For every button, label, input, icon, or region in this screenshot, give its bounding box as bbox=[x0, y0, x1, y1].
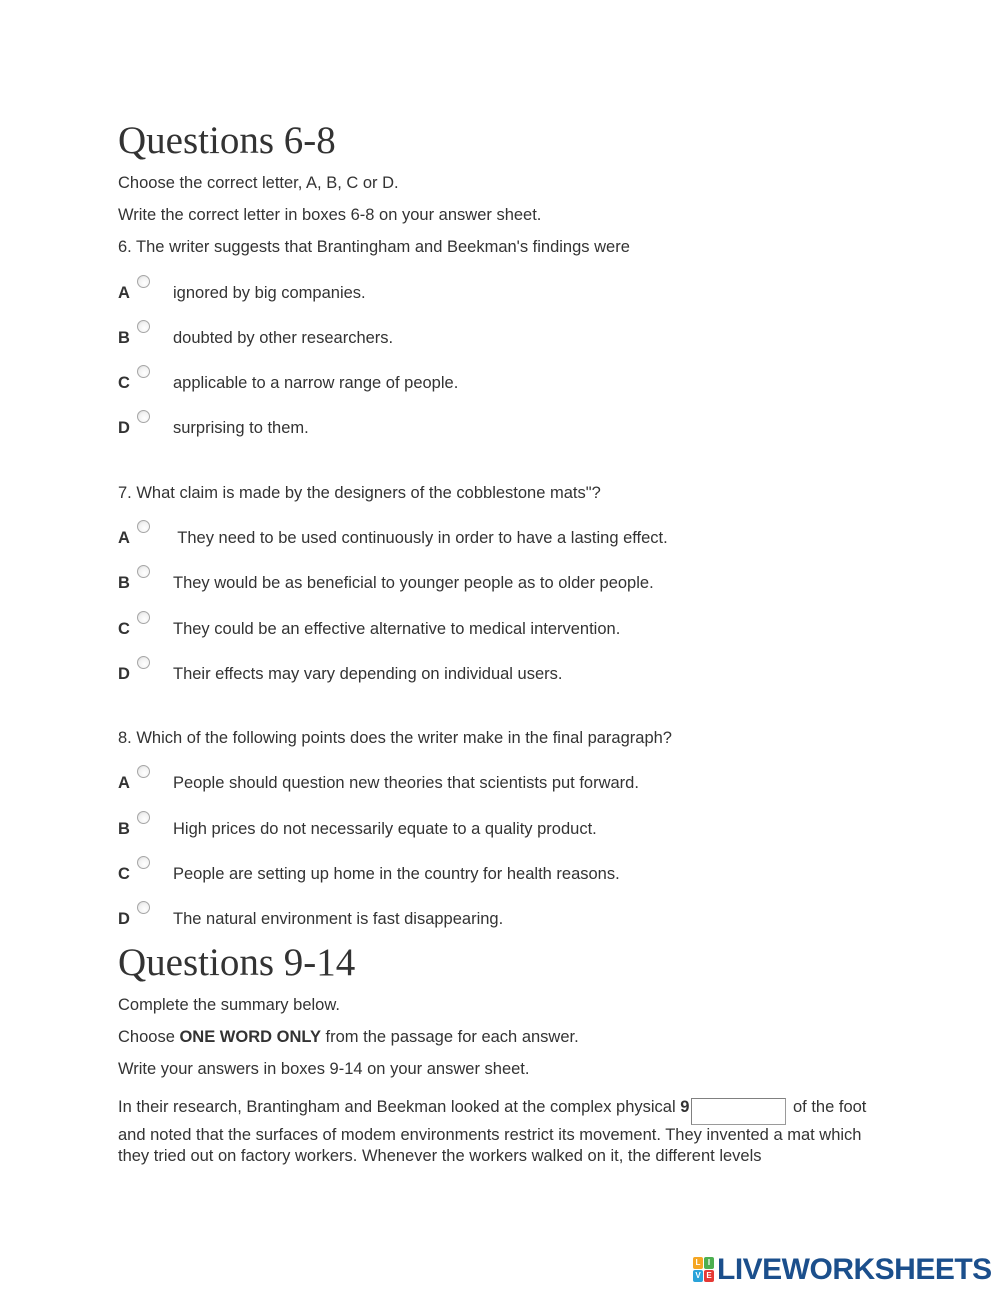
liveworksheets-logo bbox=[693, 1253, 992, 1286]
q6-option-a-radio[interactable] bbox=[137, 275, 150, 288]
summary-paragraph bbox=[118, 1097, 888, 1166]
answer-9-input[interactable] bbox=[691, 1098, 786, 1125]
option-text: Their effects may vary depending on individual users. bbox=[173, 665, 563, 683]
q8-option-b-radio[interactable] bbox=[137, 811, 150, 824]
summary-text: In their research, Brantingham and Beekman looked at the complex physical bbox=[118, 1098, 681, 1116]
instruction-line: Write your answers in boxes 9-14 on your answer sheet. bbox=[118, 1060, 530, 1078]
logo-text: LIVEWORKSHEETS bbox=[717, 1253, 992, 1286]
q6-option-d-radio[interactable] bbox=[137, 410, 150, 423]
section-heading-9-14: Questions 9-14 bbox=[118, 941, 356, 984]
q7-option-d-radio[interactable] bbox=[137, 656, 150, 669]
instruction-line: Complete the summary below. bbox=[118, 996, 340, 1014]
summary-text: of the foot and noted that the surfaces of modem environments restrict its movement. They invented a mat which they tried out on factory workers. Whenever the workers walked on it, the different levels bbox=[118, 1098, 867, 1165]
option-letter: C bbox=[118, 620, 130, 638]
option-text: They could be an effective alternative to medical intervention. bbox=[173, 620, 621, 638]
q7-option-b-radio[interactable] bbox=[137, 565, 150, 578]
blank-number: 9 bbox=[680, 1098, 690, 1116]
q7-option-a-radio[interactable] bbox=[137, 520, 150, 533]
instruction-text: from the passage for each answer. bbox=[320, 1028, 579, 1046]
option-letter: D bbox=[118, 665, 130, 683]
option-letter: C bbox=[118, 865, 130, 883]
option-letter: C bbox=[118, 374, 130, 392]
option-text: ignored by big companies. bbox=[173, 284, 366, 302]
option-text: The natural environment is fast disappearing. bbox=[173, 910, 504, 928]
q8-option-c-radio[interactable] bbox=[137, 856, 150, 869]
instruction-text: Choose bbox=[118, 1028, 180, 1046]
option-letter: B bbox=[118, 574, 130, 592]
option-text: They would be as beneficial to younger people as to older people. bbox=[173, 574, 654, 592]
logo-block: V bbox=[693, 1270, 703, 1282]
option-text: applicable to a narrow range of people. bbox=[173, 374, 459, 392]
option-letter: D bbox=[118, 419, 130, 437]
q8-option-d-radio[interactable] bbox=[137, 901, 150, 914]
q7-option-c-radio[interactable] bbox=[137, 611, 150, 624]
instruction-line: Write the correct letter in boxes 6-8 on your answer sheet. bbox=[118, 206, 542, 224]
option-text: High prices do not necessarily equate to a quality product. bbox=[173, 820, 597, 838]
option-letter: A bbox=[118, 774, 130, 792]
question-7-text: 7. What claim is made by the designers of the cobblestone mats"? bbox=[118, 484, 601, 502]
option-letter: A bbox=[118, 284, 130, 302]
logo-block: L bbox=[693, 1257, 703, 1269]
option-letter: B bbox=[118, 329, 130, 347]
option-text: People should question new theories that scientists put forward. bbox=[173, 774, 639, 792]
question-8-text: 8. Which of the following points does the writer make in the final paragraph? bbox=[118, 729, 672, 747]
option-text: surprising to them. bbox=[173, 419, 309, 437]
instruction-emphasis: ONE WORD ONLY bbox=[179, 1028, 321, 1046]
logo-block: I bbox=[704, 1257, 714, 1269]
option-text: doubted by other researchers. bbox=[173, 329, 394, 347]
instruction-line: Choose the correct letter, A, B, C or D. bbox=[118, 174, 399, 192]
option-letter: A bbox=[118, 529, 130, 547]
logo-block: E bbox=[704, 1270, 714, 1282]
option-text: People are setting up home in the country for health reasons. bbox=[173, 865, 620, 883]
section-heading-6-8: Questions 6-8 bbox=[118, 119, 336, 162]
q6-option-b-radio[interactable] bbox=[137, 320, 150, 333]
option-text: They need to be used continuously in order to have a lasting effect. bbox=[173, 529, 668, 547]
q8-option-a-radio[interactable] bbox=[137, 765, 150, 778]
option-letter: D bbox=[118, 910, 130, 928]
q6-option-c-radio[interactable] bbox=[137, 365, 150, 378]
option-letter: B bbox=[118, 820, 130, 838]
question-6-text: 6. The writer suggests that Brantingham and Beekman's findings were bbox=[118, 238, 630, 256]
instruction-line bbox=[118, 1029, 579, 1046]
logo-blocks-icon bbox=[693, 1257, 715, 1283]
